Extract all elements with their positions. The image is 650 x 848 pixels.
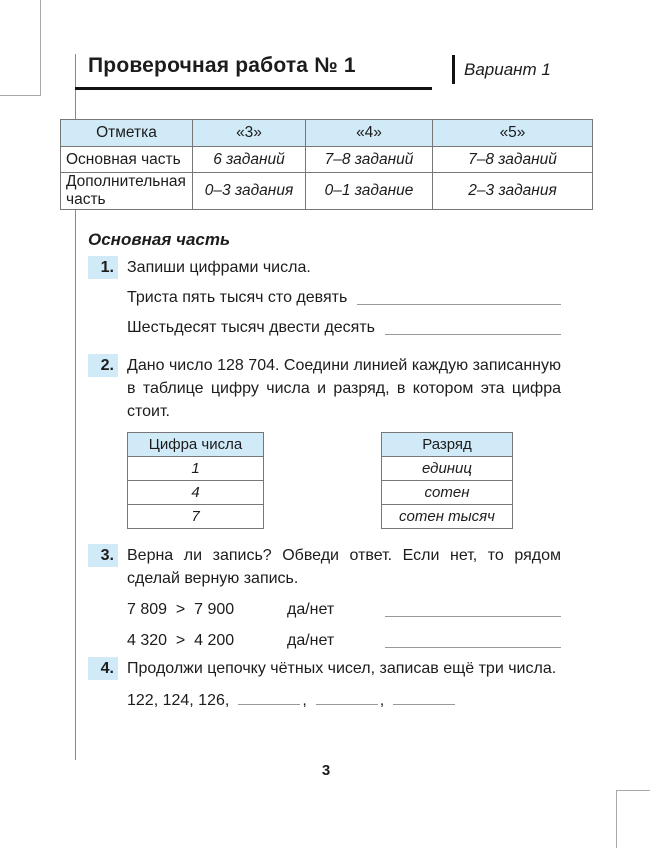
grading-header-grade-3: «3» [193,120,306,147]
grading-cell: 0–3 задания [193,173,306,210]
task-3-row-2 [127,629,561,652]
task-3-text: Верна ли запись? Обведи ответ. Если нет, то рядом сделай верную запись. [127,547,561,587]
grading-row-additional [61,173,593,210]
task-4-sequence [127,688,561,712]
task-3-number-badge: 3. [88,544,118,567]
answer-line [385,616,561,617]
grading-header-mark: Отметка [61,120,193,147]
grading-cell: 6 заданий [193,147,306,173]
task-2-text: Дано число 128 704. Соедини линией каждую записанную в таблице цифру числа и разряд, в котором эта цифра стоит. [127,357,561,420]
place-value-table [381,432,513,529]
grading-row-main-label: Основная часть [61,147,193,173]
section-title: Основная часть [88,230,231,249]
grading-cell: 2–3 задания [433,173,593,210]
grading-header-row [61,120,593,147]
task-1-number-badge: 1. [88,256,118,279]
comparison-expression: 4 320 > 4 200 [127,632,235,649]
variant-bar [452,55,455,84]
task-1-item-1 [127,286,561,309]
sequence-comma: , [379,692,385,709]
answer-line [385,647,561,648]
task-1-item-2 [127,316,561,339]
task-3-row-1 [127,598,561,621]
crop-mark-top-left-vertical [40,0,41,96]
crop-mark-bottom-right-vertical [616,790,617,848]
crop-mark-bottom-right-horizontal [616,790,650,791]
sequence-start: 122, 124, 126, [127,692,230,709]
task-4-text: Продолжи цепочку чётных чисел, записав ещё три числа. [127,660,557,677]
grading-cell: 7–8 заданий [433,147,593,173]
task-1-item-2-label: Шестьдесят тысяч двести десять [127,319,375,336]
grading-cell: 7–8 заданий [306,147,433,173]
grading-table [60,119,593,210]
digits-table-cell: 1 [128,457,264,481]
grading-cell: 0–1 задание [306,173,433,210]
answer-blank [238,688,300,705]
task-3 [88,544,561,652]
place-value-table-cell: сотен тысяч [382,505,513,529]
task-1 [88,256,561,339]
task-1-text: Запиши цифрами числа. [127,259,311,276]
answer-blank [316,688,378,705]
title-underline [75,87,432,90]
grading-header-grade-4: «4» [306,120,433,147]
yes-no-choice: да/нет [287,601,335,618]
task-2-number-badge: 2. [88,354,118,377]
task-4-number-badge: 4. [88,657,118,680]
yes-no-choice: да/нет [287,632,335,649]
variant-label: Вариант 1 [464,60,551,79]
page-number: 3 [321,762,331,779]
place-value-table-cell: единиц [382,457,513,481]
page-title: Проверочная работа № 1 [88,54,356,77]
digits-table-cell: 4 [128,481,264,505]
grading-row-main [61,147,593,173]
comparison-expression: 7 809 > 7 900 [127,601,235,618]
place-value-table-header: Разряд [382,433,513,457]
task-2 [88,354,561,529]
digits-table [127,432,264,529]
task-1-item-1-label: Триста пять тысяч сто девять [127,289,348,306]
digits-table-header: Цифра числа [128,433,264,457]
answer-line [385,316,561,335]
place-value-table-cell: сотен [382,481,513,505]
crop-mark-top-left-horizontal [0,95,41,96]
answer-blank [393,688,455,705]
grading-row-additional-label: Дополнительная часть [61,173,193,210]
grading-header-grade-5: «5» [433,120,593,147]
sequence-comma: , [302,692,307,709]
answer-line [357,286,561,305]
digits-table-cell: 7 [128,505,264,529]
task-4 [88,657,561,712]
